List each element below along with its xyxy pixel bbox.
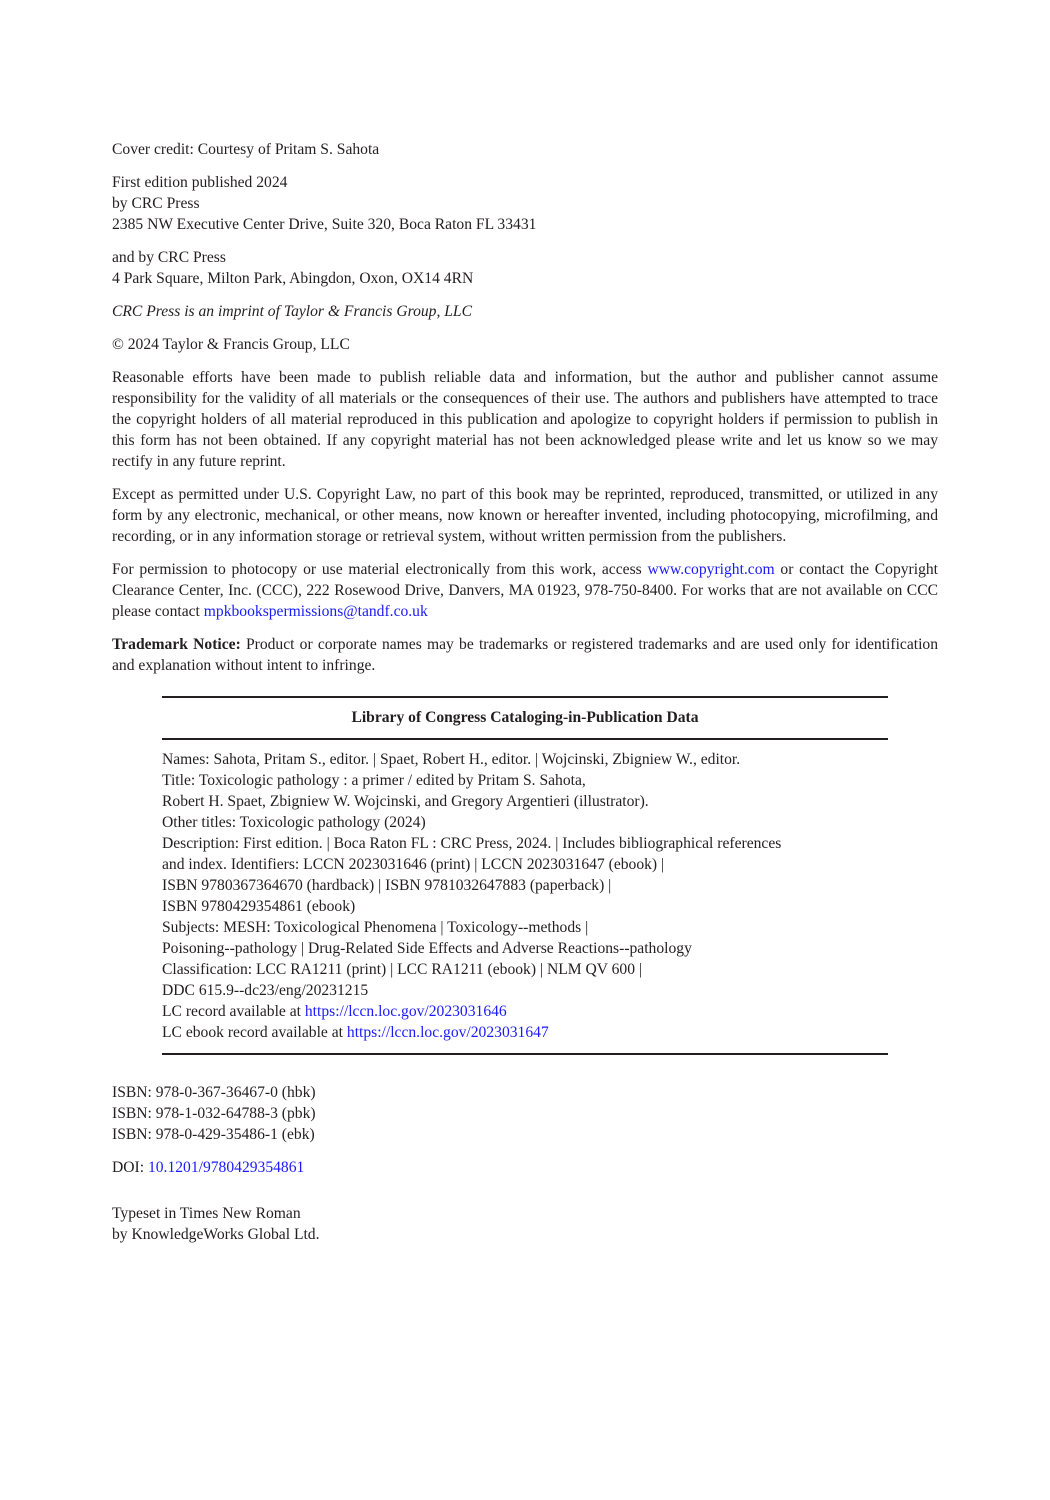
lc-ebook-record-line bbox=[162, 1022, 888, 1043]
cip-data-box bbox=[162, 696, 888, 1055]
disclaimer-paragraph: Reasonable efforts have been made to publish reliable data and information, but the author and publisher cannot assume responsibility for the validity of all materials or the consequences of their use. The authors and publishers have attempted to trace the copyright holders of all material reproduced in this publication and apologize to copyright holders if permission to publish in this form has not been obtained. If any copyright material has not been acknowledged please write and let us know so we may rectify in any future reprint. bbox=[112, 369, 938, 470]
publisher-address: 2385 NW Executive Center Drive, Suite 320, Boca Raton FL 33431 bbox=[112, 216, 537, 233]
lc-ebook-record-label: LC ebook record available at bbox=[162, 1024, 347, 1041]
imprint-statement: CRC Press is an imprint of Taylor & Francis Group, LLC bbox=[112, 303, 473, 320]
typesetter-line: by KnowledgeWorks Global Ltd. bbox=[112, 1226, 320, 1243]
copyright-link[interactable]: www.copyright.com bbox=[647, 561, 775, 578]
second-publisher-address: 4 Park Square, Milton Park, Abingdon, Oxon, OX14 4RN bbox=[112, 270, 474, 287]
publisher-line: by CRC Press bbox=[112, 195, 200, 212]
doi-link[interactable]: 10.1201/9780429354861 bbox=[147, 1159, 305, 1176]
cip-line: ISBN 9780429354861 (ebook) bbox=[162, 898, 356, 915]
trademark-text: Product or corporate names may be trademarks or registered trademarks and are used only for identification and explanation without intent to infringe. bbox=[112, 636, 939, 674]
doi-label: DOI: bbox=[112, 1159, 148, 1176]
copyright-page bbox=[112, 139, 938, 1245]
second-address-block bbox=[112, 247, 938, 289]
cip-line: Title: Toxicologic pathology : a primer / edited by Pritam S. Sahota, bbox=[162, 772, 586, 789]
lc-record-link[interactable]: https://lccn.loc.gov/2023031646 bbox=[304, 1003, 507, 1020]
cip-line: Subjects: MESH: Toxicological Phenomena | Toxicology--methods | bbox=[162, 919, 589, 936]
isbn-ebk: ISBN: 978-0-429-35486-1 (ebk) bbox=[112, 1126, 315, 1143]
typeset-block bbox=[112, 1203, 938, 1245]
permissions-text-1: For permission to photocopy or use material electronically from this work, access bbox=[112, 561, 648, 578]
second-publisher-line: and by CRC Press bbox=[112, 249, 226, 266]
permissions-paragraph bbox=[112, 559, 938, 622]
permissions-email-link[interactable]: mpkbookspermissions@tandf.co.uk bbox=[203, 603, 428, 620]
cip-line: Names: Sahota, Pritam S., editor. | Spaet, Robert H., editor. | Wojcinski, Zbigniew W., editor. bbox=[162, 751, 741, 768]
cip-line: Classification: LCC RA1211 (print) | LCC RA1211 (ebook) | NLM QV 600 | bbox=[162, 961, 643, 978]
trademark-paragraph bbox=[112, 634, 938, 676]
copyright-line: © 2024 Taylor & Francis Group, LLC bbox=[112, 336, 350, 353]
isbn-block bbox=[112, 1082, 938, 1145]
edition-block bbox=[112, 172, 938, 235]
typeset-font-line: Typeset in Times New Roman bbox=[112, 1205, 301, 1222]
cip-line: Other titles: Toxicologic pathology (2024) bbox=[162, 814, 426, 831]
edition-line: First edition published 2024 bbox=[112, 174, 288, 191]
permissions-text-2: or contact the Copyright Clearance Center, Inc. (CCC), 222 Rosewood Drive, Danvers, MA 01923, 978-750-8400. For works that are not available on CCC please contact bbox=[112, 561, 938, 620]
doi-line bbox=[112, 1157, 938, 1178]
cip-bottom-rule bbox=[162, 1053, 888, 1055]
cip-body bbox=[162, 740, 888, 1053]
cip-title: Library of Congress Cataloging-in-Publication Data bbox=[351, 709, 699, 726]
cover-credit: Cover credit: Courtesy of Pritam S. Sahota bbox=[112, 141, 380, 158]
cip-line: Robert H. Spaet, Zbigniew W. Wojcinski, and Gregory Argentieri (illustrator). bbox=[162, 793, 649, 810]
cip-line: and index. Identifiers: LCCN 2023031646 (print) | LCCN 2023031647 (ebook) | bbox=[162, 856, 665, 873]
lc-record-line bbox=[162, 1001, 888, 1022]
lc-ebook-record-link[interactable]: https://lccn.loc.gov/2023031647 bbox=[346, 1024, 549, 1041]
lc-record-label: LC record available at bbox=[162, 1003, 305, 1020]
cip-line: Poisoning--pathology | Drug-Related Side Effects and Adverse Reactions--pathology bbox=[162, 940, 692, 957]
isbn-hbk: ISBN: 978-0-367-36467-0 (hbk) bbox=[112, 1084, 316, 1101]
cip-line: Description: First edition. | Boca Raton FL : CRC Press, 2024. | Includes bibliographical references bbox=[162, 835, 782, 852]
isbn-pbk: ISBN: 978-1-032-64788-3 (pbk) bbox=[112, 1105, 316, 1122]
cip-line: ISBN 9780367364670 (hardback) | ISBN 9781032647883 (paperback) | bbox=[162, 877, 612, 894]
trademark-label: Trademark Notice: bbox=[112, 636, 241, 653]
cip-line: DDC 615.9--dc23/eng/20231215 bbox=[162, 982, 369, 999]
copyright-law-paragraph: Except as permitted under U.S. Copyright Law, no part of this book may be reprinted, reproduced, transmitted, or utilized in any form by any electronic, mechanical, or other means, now known or hereafter invented, including photocopying, microfilming, and recording, or in any information storage or retrieval system, without written permission from the publishers. bbox=[112, 486, 938, 545]
